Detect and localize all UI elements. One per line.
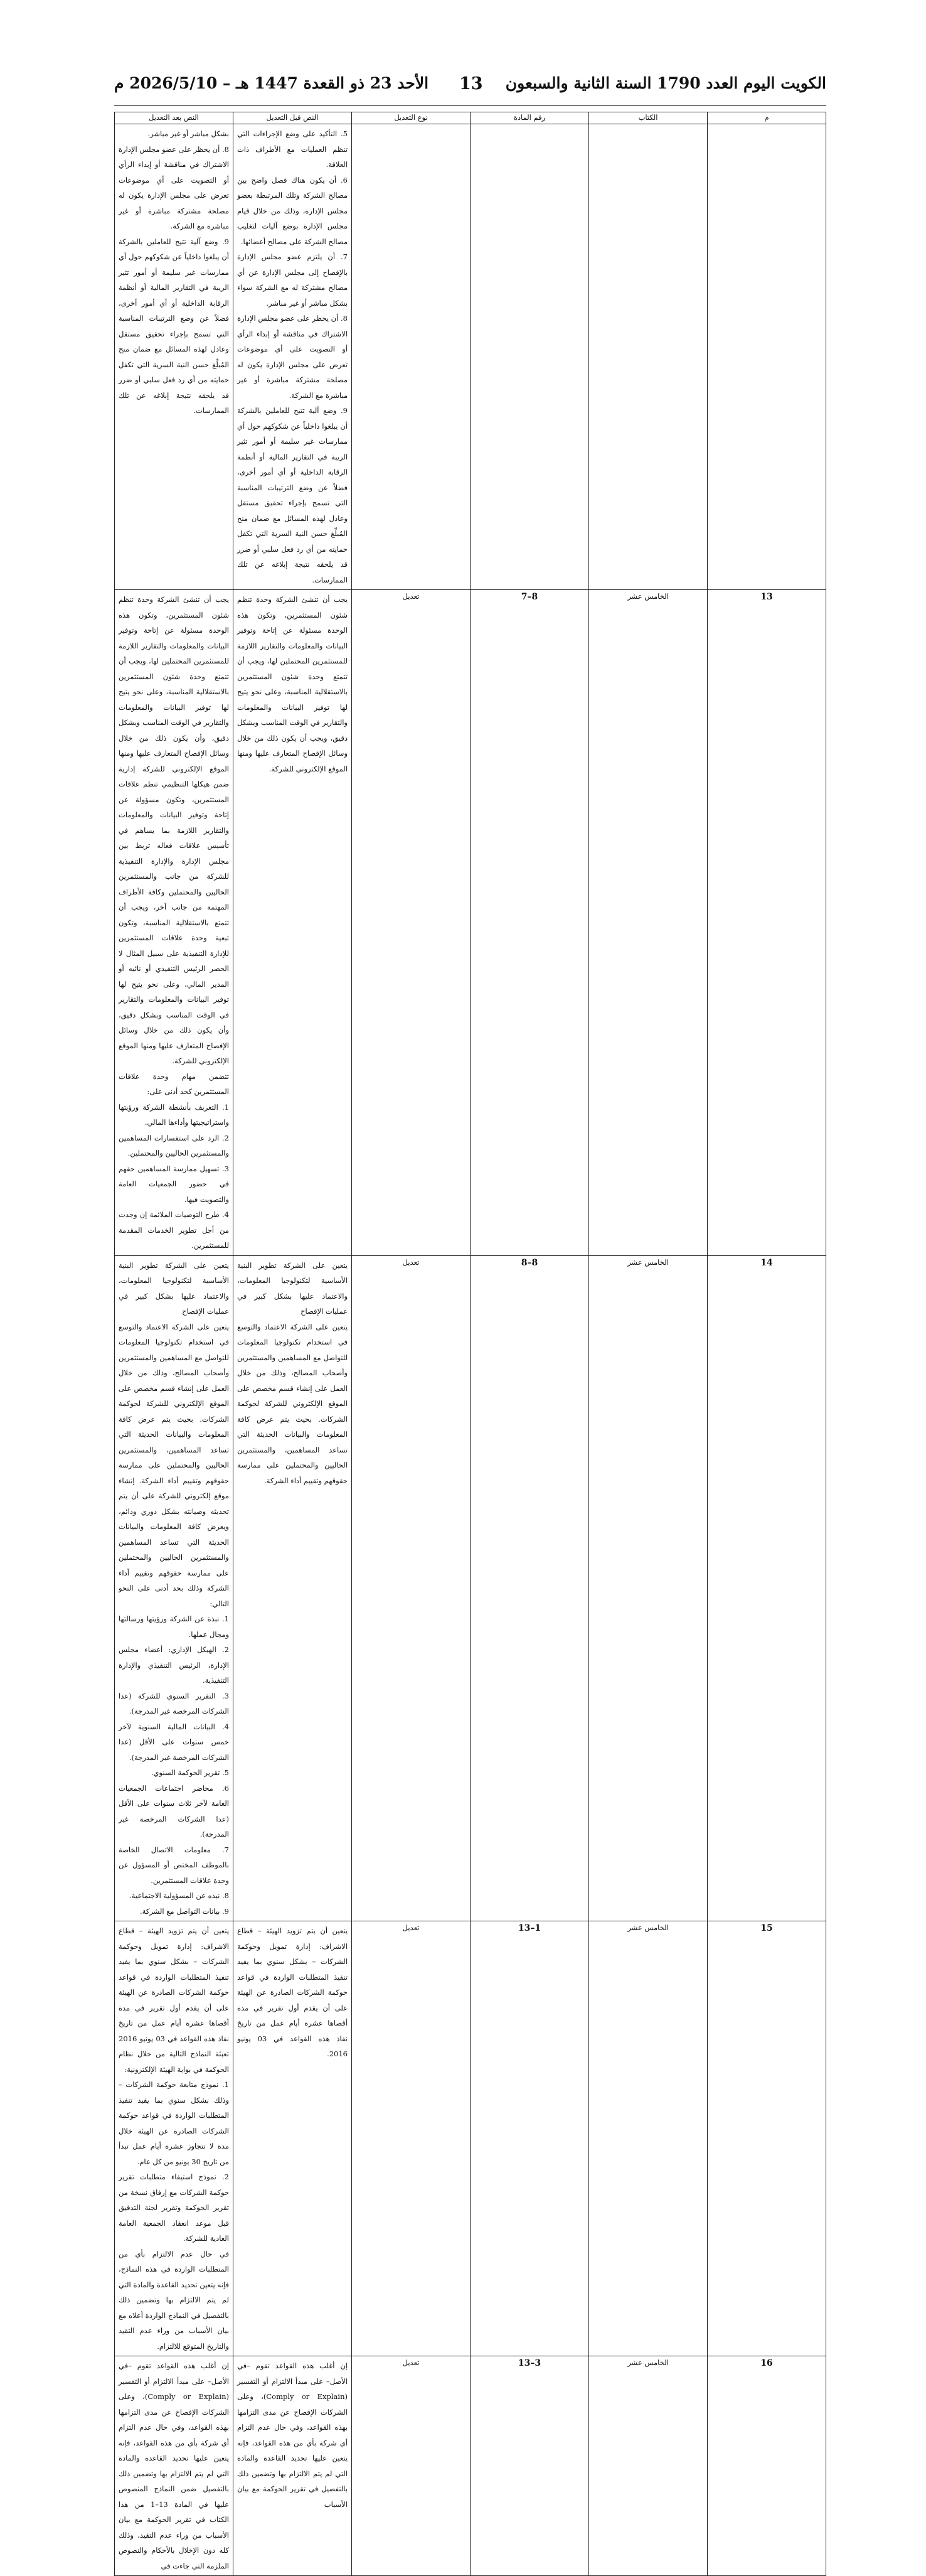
paragraph: 9. بيانات التواصل مع الشركة. <box>140 1906 229 1916</box>
paragraph: يتعين على الشركة تطوير البنية الأساسية لتكنولوجيا المعلومات، والاعتماد عليها بشكل كبير في عمليات الإفصاح <box>237 1260 348 1316</box>
publication-title: الكويت اليوم العدد 1790 السنة الثانية والسبعون <box>505 74 826 92</box>
paragraph: 8. أن يحظر على عضو مجلس الإدارة الاشتراك في مناقشة أو إبداء الرأي أو التصويت على أي موضوعات تعرض على مجلس الإدارة يكون له مصلحة مشتركة مباشرة أو غير مباشرة مع الشركة. <box>119 144 229 230</box>
cell-type: تعديل <box>352 590 471 1256</box>
table-row <box>115 590 826 1256</box>
cell-book: الخامس عشر <box>589 1255 708 1921</box>
paragraph: 1. نبذة عن الشركة ورؤيتها ورسالتها ومجال عملها. <box>119 1614 229 1639</box>
page-header <box>114 74 826 99</box>
paragraph: يتعين أن يتم تزويد الهيئة – قطاع الاشراف: إدارة تمويل وحوكمة الشركات – بشكل سنوي بما يفيد تنفيذ المتطلبات الواردة في قواعد حوكمة الشركات الصادرة عن الهيئة على أن يقدم أول تقرير في مدة أقصاها عشرة أيام عمل من تاريخ نفاذ هذه القواعد في 03 يونيو 2016 تعبئة النماذج التالية من خلال نظام الحوكمة في بوابة الهيئة الإلكترونية: <box>119 1926 229 2074</box>
cell-before <box>233 124 352 590</box>
col-header-m: م <box>708 112 826 124</box>
col-header-article: رقم المادة <box>471 112 589 124</box>
cell-before <box>233 1921 352 2356</box>
table-row <box>115 124 826 590</box>
col-header-after: النص بعد التعديل <box>115 112 233 124</box>
cell-book: الخامس عشر <box>589 1921 708 2356</box>
cell-before <box>233 590 352 1256</box>
cell-type: تعديل <box>352 1921 471 2356</box>
paragraph: 2. الرد على استفسارات المساهمين والمستثمرين الحاليين والمحتملين. <box>119 1133 229 1157</box>
table-row <box>115 2356 826 2576</box>
cell-after <box>115 124 233 590</box>
cell-m: 15 <box>708 1921 826 2356</box>
paragraph: 3. التقرير السنوي للشركة (عدا الشركات المرخصة غير المدرجة). <box>119 1691 229 1715</box>
cell-before <box>233 1255 352 1921</box>
table-row <box>115 1921 826 2356</box>
paragraph: 6. محاضر اجتماعات الجمعيات العامة لآخر ثلاث سنوات على الأقل (عدا الشركات المرخصة غير المدرجة). <box>119 1783 229 1838</box>
paragraph: إن أغلب هذه القواعد تقوم –في الأصل– على مبدأ الالتزام أو التفسير (Comply or Explain)، وعلى الشركات الإفصاح عن مدى التزامها بهذه القواعد، وفي حال عدم التزام أي شركة بأي من هذه القواعد، فإنه يتعين عليها تحديد القاعدة والمادة التي لم يتم الالتزام بها وتضمين ذلك بالتفصيل في تقرير الحوكمة مع بيان الأسباب <box>237 2361 348 2509</box>
paragraph: 1. التعريف بأنشطة الشركة ورؤيتها واستراتيجيتها وأداءها المالي. <box>119 1102 229 1127</box>
table-row <box>115 1255 826 1921</box>
table-header-row <box>115 112 826 124</box>
paragraph: في حال عدم الالتزام بأي من المتطلبات الواردة في هذه النماذج، فإنه يتعين تحديد القاعدة والمادة التي لم يتم الالتزام بها وتضمين ذلك بالتفصيل في النماذج الواردة أعلاه مع بيان الأسباب من وراء عدم التقيد والتاريخ المتوقع للالتزام. <box>119 2249 229 2351</box>
col-header-book: الكتاب <box>589 112 708 124</box>
cell-article: 8–7 <box>471 590 589 1256</box>
page-number: 13 <box>459 74 483 94</box>
paragraph: 8. نبذه عن المسؤولية الاجتماعية. <box>129 1891 229 1900</box>
paragraph: يتعين على الشركة تطوير البنية الأساسية لتكنولوجيا المعلومات، والاعتماد عليها بشكل كبير في عمليات الإفصاح <box>119 1260 229 1316</box>
cell-book <box>589 124 708 590</box>
cell-type <box>352 124 471 590</box>
cell-m: 16 <box>708 2356 826 2576</box>
cell-type: تعديل <box>352 2356 471 2576</box>
paragraph: تتضمن مهام وحدة علاقات المستثمرين كحد أدنى على: <box>119 1071 229 1096</box>
paragraph: 5. التأكيد على وضع الإجراءات التي تنظم العمليات مع الأطراف ذات العلاقة. <box>237 129 348 169</box>
paragraph: 4. البيانات المالية السنوية لآخر خمس سنوات على الأقل (عدا الشركات المرخصة غير المدرجة). <box>119 1722 229 1762</box>
cell-article: 3–13 <box>471 2356 589 2576</box>
cell-book: الخامس عشر <box>589 590 708 1256</box>
paragraph: 4. طرح التوصيات الملائمة إن وجدت من أجل تطوير الخدمات المقدمة للمستثمرين. <box>119 1210 229 1250</box>
cell-after <box>115 1255 233 1921</box>
col-header-before: النص قبل التعديل <box>233 112 352 124</box>
col-header-type: نوع التعديل <box>352 112 471 124</box>
paragraph: 9. وضع آلية تتيح للعاملين بالشركة أن يبلغوا داخلياً عن شكوكهم حول أي ممارسات غير سليمة أو أمور تثير الريبة في التقارير المالية أو أنظمة الرقابة الداخلية أو أي أمور أخرى، فضلاً عن وضع الترتيبات المناسبة التي تسمح بإجراء تحقيق مستقل وعادل لهذه المسائل مع ضمان منح المُبلِّغ حسن النية السرية التي تكفل حمايته من أي رد فعل سلبي أو ضرر قد يلحقه نتيجة إبلاغه عن تلك الممارسات. <box>237 406 348 584</box>
paragraph: إن أغلب هذه القواعد تقوم –في الأصل– على مبدأ الالتزام أو التفسير (Comply or Explain)، وعلى الشركات الإفصاح عن مدى التزامها بهذه القواعد، وفي حال عدم التزام أي شركة بأي من هذه القواعد، فإنه يتعين عليها تحديد القاعدة والمادة التي لم يتم الالتزام بها وتضمين ذلك بالتفصيل ضمن النماذج المنصوص عليها في المادة 13–1 من هذا الكتاب في تقرير الحوكمة مع بيان الأسباب من وراء عدم التقيد، وذلك كله دون الإخلال بالأحكام والنصوص الملزمة التي جاءت في <box>119 2361 229 2570</box>
paragraph: 3. تسهيل ممارسة المساهمين حقهم في حضور الجمعيات العامة والتصويت فيها. <box>119 1164 229 1204</box>
cell-m: 13 <box>708 590 826 1256</box>
cell-article <box>471 124 589 590</box>
paragraph: يتعين على الشركة الاعتماد والتوسع في استخدام تكنولوجيا المعلومات للتواصل مع المساهمين والمستثمرين وأصحاب المصالح، وذلك من خلال العمل على إنشاء قسم مخصص على الموقع الإلكتروني للشركة لحوكمة الشركات. بحيث يتم عرض كافة المعلومات والبيانات الحديثة التي تساعد المساهمين، والمستثمرين الحاليين والمحتملين على ممارسة حقوقهم وتقييم أداء الشركة. <box>237 1322 348 1485</box>
paragraph: 5. تقرير الحوكمة السنوي. <box>151 1768 229 1777</box>
paragraph: يتعين أن يتم تزويد الهيئة – قطاع الاشراف: إدارة تمويل وحوكمة الشركات – بشكل سنوي بما يفيد تنفيذ المتطلبات الواردة في قواعد حوكمة الشركات الصادرة عن الهيئة على أن يقدم أول تقرير في مدة أقصاها عشرة أيام عمل من تاريخ نفاذ هذه القواعد في 03 يونيو 2016. <box>237 1926 348 2058</box>
paragraph: يجب أن تنشئ الشركة وحدة تنظم شئون المستثمرين، وتكون هذه الوحدة مسئولة عن إتاحة وتوفير البيانات والمعلومات والتقارير اللازمة للمستثمرين المحتملين لها، ويجب أن تتمتع وحدة شئون المستثمرين بالاستقلالية المناسبة، وعلى نحو يتيح لها توفير البيانات والمعلومات والتقارير في الوقت المناسب وبشكل دقيق، وأن يكون ذلك من خلال وسائل الإفصاح المتعارف عليها ومنها الموقع الإلكتروني للشركة إدارية ضمن هيكلها التنظيمي تنظم علاقات المستثمرين، وتكون مسؤولة عن إتاحة وتوفير البيانات والمعلومات والتقارير اللازمة بما يساهم في تأسيس علاقات فعاله تربط بين مجلس الإدارة والإدارة التنفيذية للشركة من جانب والمستثمرين الحاليين والمحتملين وكافة الأطراف المهتمة من جانب آخر، ويجب أن تتمتع بالاستقلالية المناسبة، وتكون تبعية وحدة علاقات المستثمرين للإدارة التنفيذية على سبيل المثال لا الحصر الرئيس التنفيذي أو نائبه أو المدير المالي، وعلى نحو يتيح لها توفير البيانات والمعلومات والتقارير في الوقت المناسب وبشكل دقيق، وأن يكون ذلك من خلال وسائل الإفصاح المتعارف عليها ومنها الموقع الإلكتروني للشركة. <box>119 595 229 1065</box>
cell-after <box>115 590 233 1256</box>
paragraph: يتعين على الشركة الاعتماد والتوسع في استخدام تكنولوجيا المعلومات للتواصل مع المساهمين والمستثمرين وأصحاب المصالح، وذلك من خلال العمل على إنشاء قسم مخصص على الموقع الإلكتروني للشركة لحوكمة الشركات. بحيث يتم عرض كافة المعلومات والبيانات الحديثة التي تساعد المساهمين، والمستثمرين الحاليين والمحتملين على ممارسة حقوقهم وتقييم أداء الشركة. إنشاء موقع إلكتروني للشركة على أن يتم تحديثه وصيانته بشكل دوري ودائم، ويعرض كافة المعلومات والبيانات الحديثة التي تساعد المساهمين والمستثمرين الحاليين والمحتملين على ممارسة حقوقهم وتقييم أداء الشركة وذلك بحد أدنى على النحو التالي: <box>119 1322 229 1608</box>
header-rule <box>114 105 826 106</box>
cell-after <box>115 1921 233 2356</box>
paragraph: 7. معلومات الاتصال الخاصة بالموظف المختص أو المسؤول عن وحدة علاقات المستثمرين. <box>119 1845 229 1885</box>
cell-m <box>708 124 826 590</box>
cell-article: 1–13 <box>471 1921 589 2356</box>
cell-article: 8–8 <box>471 1255 589 1921</box>
paragraph: 8. أن يحظر على عضو مجلس الإدارة الاشتراك في مناقشة أو إبداء الرأي أو التصويت على أي موضوعات تعرض على مجلس الإدارة يكون له مصلحة مشتركة مباشرة أو غير مباشرة مع الشركة. <box>237 314 348 400</box>
cell-book: الخامس عشر <box>589 2356 708 2576</box>
paragraph: 2. الهيكل الإداري: أعضاء مجلس الإدارة، الرئيس التنفيذي والإدارة التنفيذية. <box>119 1645 229 1685</box>
cell-m: 14 <box>708 1255 826 1921</box>
cell-type: تعديل <box>352 1255 471 1921</box>
amendments-table <box>114 112 826 2576</box>
cell-before <box>233 2356 352 2576</box>
paragraph: 1. نموذج متابعة حوكمة الشركات – وذلك بشكل سنوي بما يفيد تنفيذ المتطلبات الواردة في قواعد حوكمة الشركات الصادرة عن الهيئة خلال مدة لا تتجاوز عشرة أيام عمل تبدأ من تاريخ 30 يونيو من كل عام. <box>119 2080 229 2166</box>
paragraph: 9. وضع آلية تتيح للعاملين بالشركة أن يبلغوا داخلياً عن شكوكهم حول أي ممارسات غير سليمة أو أمور تثير الريبة في التقارير المالية أو أنظمة الرقابة الداخلية أو أي أمور أخرى، فضلاً عن وضع الترتيبات المناسبة التي تسمح بإجراء تحقيق مستقل وعادل لهذه المسائل مع ضمان منح المُبلِّغ حسن النية السرية التي تكفل حمايته من أي رد فعل سلبي أو ضرر قد يلحقه نتيجة إبلاغه عن تلك الممارسات. <box>119 237 229 415</box>
paragraph: 2. نموذج استيفاء متطلبات تقرير حوكمة الشركات مع إرفاق نسخة من تقرير الحوكمة وتقرير لجنة التدقيق قبل موعد انعقاد الجمعية العامة العادية للشركة. <box>119 2172 229 2243</box>
paragraph: 6. أن يكون هناك فصل واضح بين مصالح الشركة وتلك المرتبطة بعضو مجلس الإدارة، وذلك من خلال قيام مجلس الإدارة بوضع آليات لتغليب مصالح الشركة على مصالح أعضائها. <box>237 175 348 246</box>
cell-after <box>115 2356 233 2576</box>
paragraph: بشكل مباشر أو غير مباشر. <box>147 129 229 138</box>
publication-date: الأحد 23 ذو القعدة 1447 هـ – 2026/5/10 م <box>114 74 429 92</box>
paragraph: يجب أن تنشئ الشركة وحدة تنظم شئون المستثمرين، وتكون هذه الوحدة مسئولة عن إتاحة وتوفير البيانات والمعلومات والتقارير اللازمة للمستثمرين المحتملين لها، ويجب أن تتمتع وحدة شئون المستثمرين بالاستقلالية المناسبة، وعلى نحو يتيح لها توفير البيانات والمعلومات والتقارير في الوقت المناسب وبشكل دقيق، ويجب أن يكون ذلك من خلال وسائل الإفصاح المتعارف عليها ومنها الموقع الإلكتروني للشركة. <box>237 595 348 773</box>
paragraph: 7. أن يلتزم عضو مجلس الإدارة بالإفصاح إلى مجلس الإدارة عن أي مصالح مشتركة له مع الشركة سواء بشكل مباشر أو غير مباشر. <box>237 252 348 308</box>
